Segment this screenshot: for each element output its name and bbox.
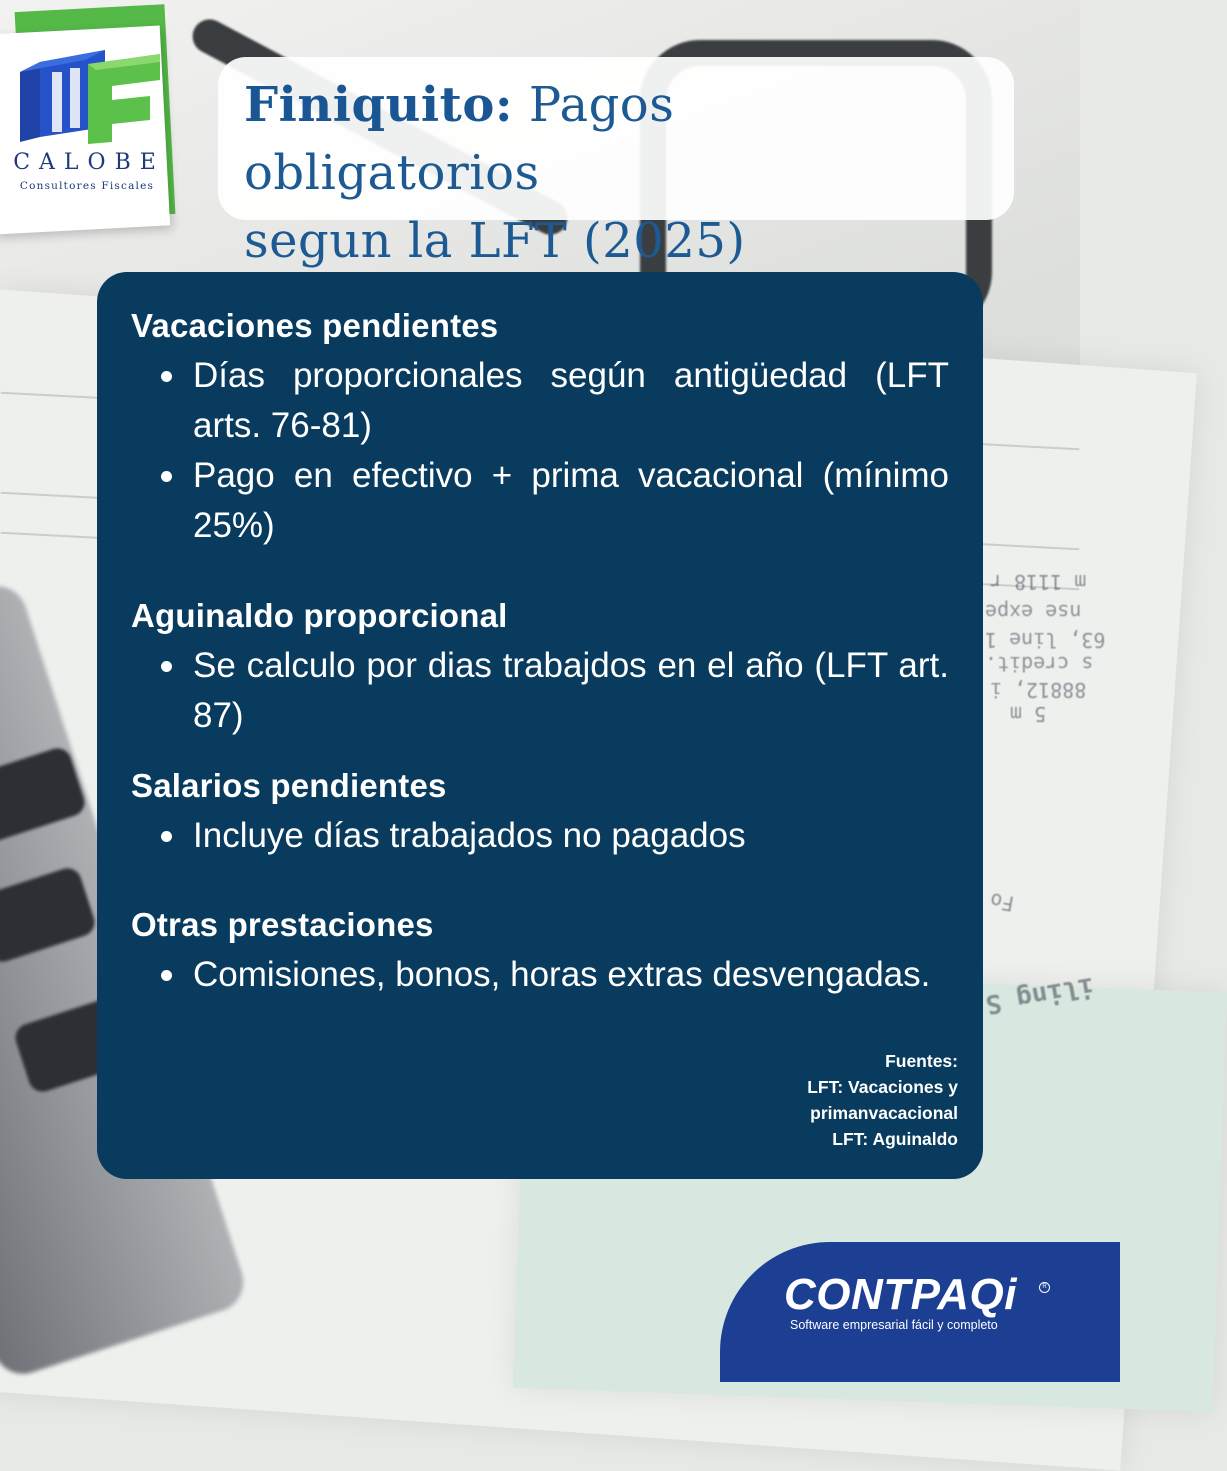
- bullet-text: Se calculo por dias trabajdos en el año (LFT art. 87): [193, 646, 949, 735]
- bullet-icon: [161, 831, 172, 842]
- section-heading-otras: Otras prestaciones: [131, 906, 434, 943]
- bullet-icon: [161, 970, 172, 981]
- source-item: LFT: Vacaciones y: [807, 1077, 958, 1097]
- section-heading-vacaciones: Vacaciones pendientes: [131, 307, 499, 344]
- contpaqi-badge: [720, 1242, 1120, 1382]
- section-heading-aguinaldo: Aguinaldo proporcional: [131, 597, 508, 634]
- logo-cube-icon: [10, 42, 170, 152]
- list-item: [161, 641, 949, 741]
- content-card: [97, 272, 983, 1179]
- background-text: m 1118 r: [990, 570, 1087, 594]
- list-item: [161, 811, 949, 861]
- background-text: iling S: [983, 970, 1097, 1020]
- registered-icon: R: [1039, 1282, 1050, 1293]
- sources-label: Fuentes:: [885, 1051, 958, 1071]
- section-heading-salarios: Salarios pendientes: [131, 767, 447, 804]
- bullet-text: Comisiones, bonos, horas extras desvengadas.: [193, 955, 931, 994]
- background-text: nse expe: [985, 600, 1082, 624]
- list-item: [161, 351, 949, 451]
- bullet-text: Incluye días trabajados no pagados: [193, 816, 746, 855]
- brand-name: CONTPAQi: [784, 1270, 1017, 1319]
- background-text: s credit.: [985, 652, 1094, 676]
- source-item: LFT: Aguinaldo: [832, 1129, 958, 1149]
- title-banner: [218, 57, 1014, 269]
- brand-tagline: Software empresarial fácil y completo: [790, 1318, 998, 1332]
- logo-subtitle: Consultores Fiscales: [19, 180, 155, 192]
- source-item: primanvacacional: [810, 1103, 958, 1123]
- bullet-icon: [161, 661, 172, 672]
- bullet-text: Días proporcionales según antigüedad (LFT arts. 76-81): [193, 356, 949, 445]
- background-text: 5 m: [1010, 702, 1047, 726]
- bullet-text: Pago en efectivo + prima vacacional (mínimo 25%): [193, 456, 949, 545]
- sources-block: [807, 1048, 958, 1152]
- title-line2: segun la LFT (2025): [244, 213, 746, 269]
- bullet-icon: [161, 371, 172, 382]
- list-item: [161, 451, 949, 551]
- background-text: 63, line 1: [985, 628, 1106, 652]
- page-title: [244, 71, 990, 275]
- background-text: 88812, i: [990, 678, 1087, 702]
- title-bold: Finiquito:: [244, 77, 514, 133]
- list-item: [161, 950, 949, 1000]
- title-line1-rest: Pagos obligatorios: [244, 77, 675, 201]
- bullet-icon: [161, 471, 172, 482]
- background-text: Fo: [988, 888, 1016, 916]
- logo-name: CALOBE: [13, 150, 165, 175]
- calobe-logo: [0, 0, 190, 240]
